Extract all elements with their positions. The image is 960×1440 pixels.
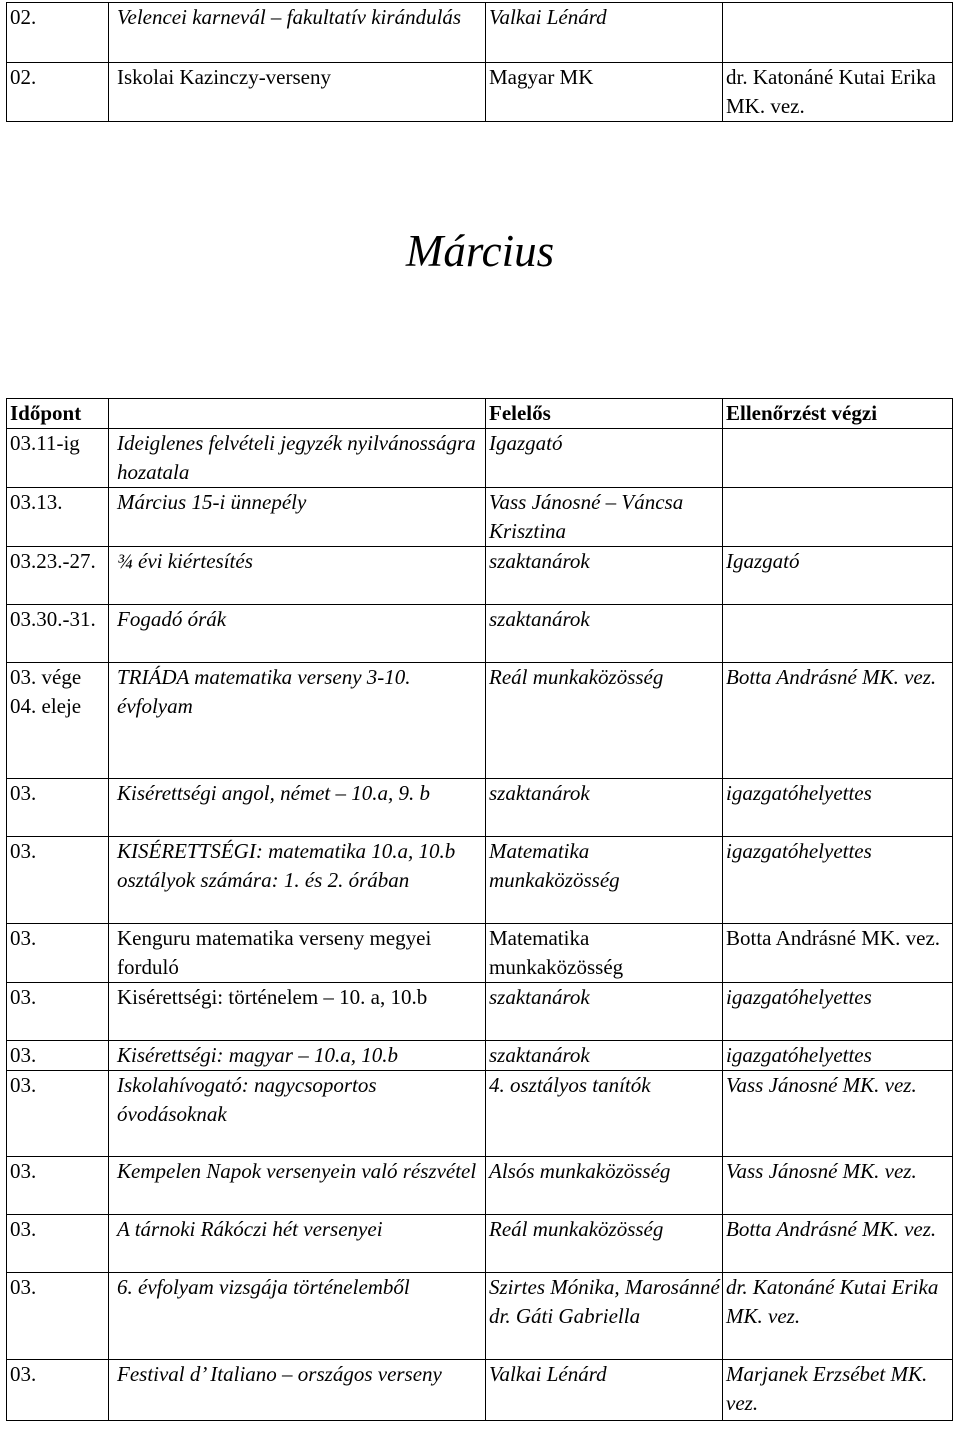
date-cell: 03.11-ig (7, 429, 109, 488)
responsible-cell: szaktanárok (486, 1041, 723, 1071)
checker-cell: igazgatóhelyettes (723, 779, 953, 837)
checker-cell: Marjanek Erzsébet MK. vez. (723, 1360, 953, 1421)
responsible-cell: szaktanárok (486, 605, 723, 663)
date-cell: 03. (7, 1157, 109, 1215)
table-row (7, 663, 953, 779)
header-event (109, 399, 486, 429)
table-row (7, 1157, 953, 1215)
event-cell: Kisérettségi: magyar – 10.a, 10.b (109, 1041, 486, 1071)
table-row (7, 837, 953, 924)
event-cell: Kisérettségi: történelem – 10. a, 10.b (109, 983, 486, 1041)
date-cell: 03. (7, 983, 109, 1041)
table-row (7, 63, 953, 122)
date-cell: 03. (7, 1360, 109, 1421)
checker-cell: Botta Andrásné MK. vez. (723, 1215, 953, 1273)
date-cell: 03. (7, 1041, 109, 1071)
march-table (6, 398, 953, 1421)
responsible-cell: Valkai Lénárd (486, 3, 723, 63)
checker-cell: igazgatóhelyettes (723, 1041, 953, 1071)
table-row (7, 779, 953, 837)
table-row (7, 429, 953, 488)
table-row (7, 1215, 953, 1273)
checker-cell: Vass Jánosné MK. vez. (723, 1157, 953, 1215)
checker-cell: dr. Katonáné Kutai Erika MK. vez. (723, 63, 953, 122)
header-checker: Ellenőrzést végzi (723, 399, 953, 429)
month-title: Március (405, 226, 555, 276)
checker-cell (723, 605, 953, 663)
checker-cell: Botta Andrásné MK. vez. (723, 663, 953, 779)
event-cell: Festival d’ Italiano – országos verseny (109, 1360, 486, 1421)
event-cell: Iskolai Kazinczy-verseny (109, 63, 486, 122)
responsible-cell: Szirtes Mónika, Marosánné dr. Gáti Gabriella (486, 1273, 723, 1360)
checker-cell: Vass Jánosné MK. vez. (723, 1071, 953, 1157)
february-table (6, 2, 953, 122)
date-cell: 03. (7, 1273, 109, 1360)
responsible-cell: Vass Jánosné – Váncsa Krisztina (486, 488, 723, 547)
date-cell: 02. (7, 63, 109, 122)
event-cell: Iskolahívogató: nagycsoportos óvodásoknak (109, 1071, 486, 1157)
date-cell: 03. (7, 779, 109, 837)
table-row (7, 605, 953, 663)
responsible-cell: Matematika munkaközösség (486, 924, 723, 983)
date-cell: 03. (7, 1071, 109, 1157)
table-row (7, 1071, 953, 1157)
event-cell: Fogadó órák (109, 605, 486, 663)
responsible-cell: Alsós munkaközösség (486, 1157, 723, 1215)
checker-cell (723, 3, 953, 63)
checker-cell: igazgatóhelyettes (723, 837, 953, 924)
table-row (7, 1041, 953, 1071)
responsible-cell: 4. osztályos tanítók (486, 1071, 723, 1157)
responsible-cell: Valkai Lénárd (486, 1360, 723, 1421)
responsible-cell: szaktanárok (486, 547, 723, 605)
table-row (7, 1360, 953, 1421)
event-cell: 6. évfolyam vizsgája történelemből (109, 1273, 486, 1360)
date-cell: 02. (7, 3, 109, 63)
table-row (7, 983, 953, 1041)
responsible-cell: Matematika munkaközösség (486, 837, 723, 924)
checker-cell: igazgatóhelyettes (723, 983, 953, 1041)
date-cell: 03.13. (7, 488, 109, 547)
event-cell: Velencei karnevál – fakultatív kirándulás (109, 3, 486, 63)
header-date: Időpont (7, 399, 109, 429)
responsible-cell: Reál munkaközösség (486, 663, 723, 779)
checker-cell (723, 429, 953, 488)
event-cell: TRIÁDA matematika verseny 3-10. évfolyam (109, 663, 486, 779)
header-responsible: Felelős (486, 399, 723, 429)
responsible-cell: Magyar MK (486, 63, 723, 122)
responsible-cell: Igazgató (486, 429, 723, 488)
table-row (7, 547, 953, 605)
responsible-cell: szaktanárok (486, 983, 723, 1041)
table-row (7, 3, 953, 63)
checker-cell: Botta Andrásné MK. vez. (723, 924, 953, 983)
checker-cell (723, 488, 953, 547)
date-cell: 03. (7, 1215, 109, 1273)
table-row (7, 924, 953, 983)
event-cell: Kenguru matematika verseny megyei forduló (109, 924, 486, 983)
event-cell: KISÉRETTSÉGI: matematika 10.a, 10.b osztályok számára: 1. és 2. órában (109, 837, 486, 924)
table-row (7, 488, 953, 547)
date-cell: 03. (7, 924, 109, 983)
event-cell: Március 15-i ünnepély (109, 488, 486, 547)
responsible-cell: Reál munkaközösség (486, 1215, 723, 1273)
table-row (7, 1273, 953, 1360)
event-cell: Ideiglenes felvételi jegyzék nyilvánosságra hozatala (109, 429, 486, 488)
date-cell: 03.23.-27. (7, 547, 109, 605)
header-row (7, 399, 953, 429)
date-cell: 03. (7, 837, 109, 924)
event-cell: ¾ évi kiértesítés (109, 547, 486, 605)
event-cell: Kempelen Napok versenyein való részvétel (109, 1157, 486, 1215)
event-cell: A tárnoki Rákóczi hét versenyei (109, 1215, 486, 1273)
date-cell: 03.30.-31. (7, 605, 109, 663)
checker-cell: Igazgató (723, 547, 953, 605)
date-cell: 03. vége 04. eleje (7, 663, 109, 779)
responsible-cell: szaktanárok (486, 779, 723, 837)
event-cell: Kisérettségi angol, német – 10.a, 9. b (109, 779, 486, 837)
checker-cell: dr. Katonáné Kutai Erika MK. vez. (723, 1273, 953, 1360)
